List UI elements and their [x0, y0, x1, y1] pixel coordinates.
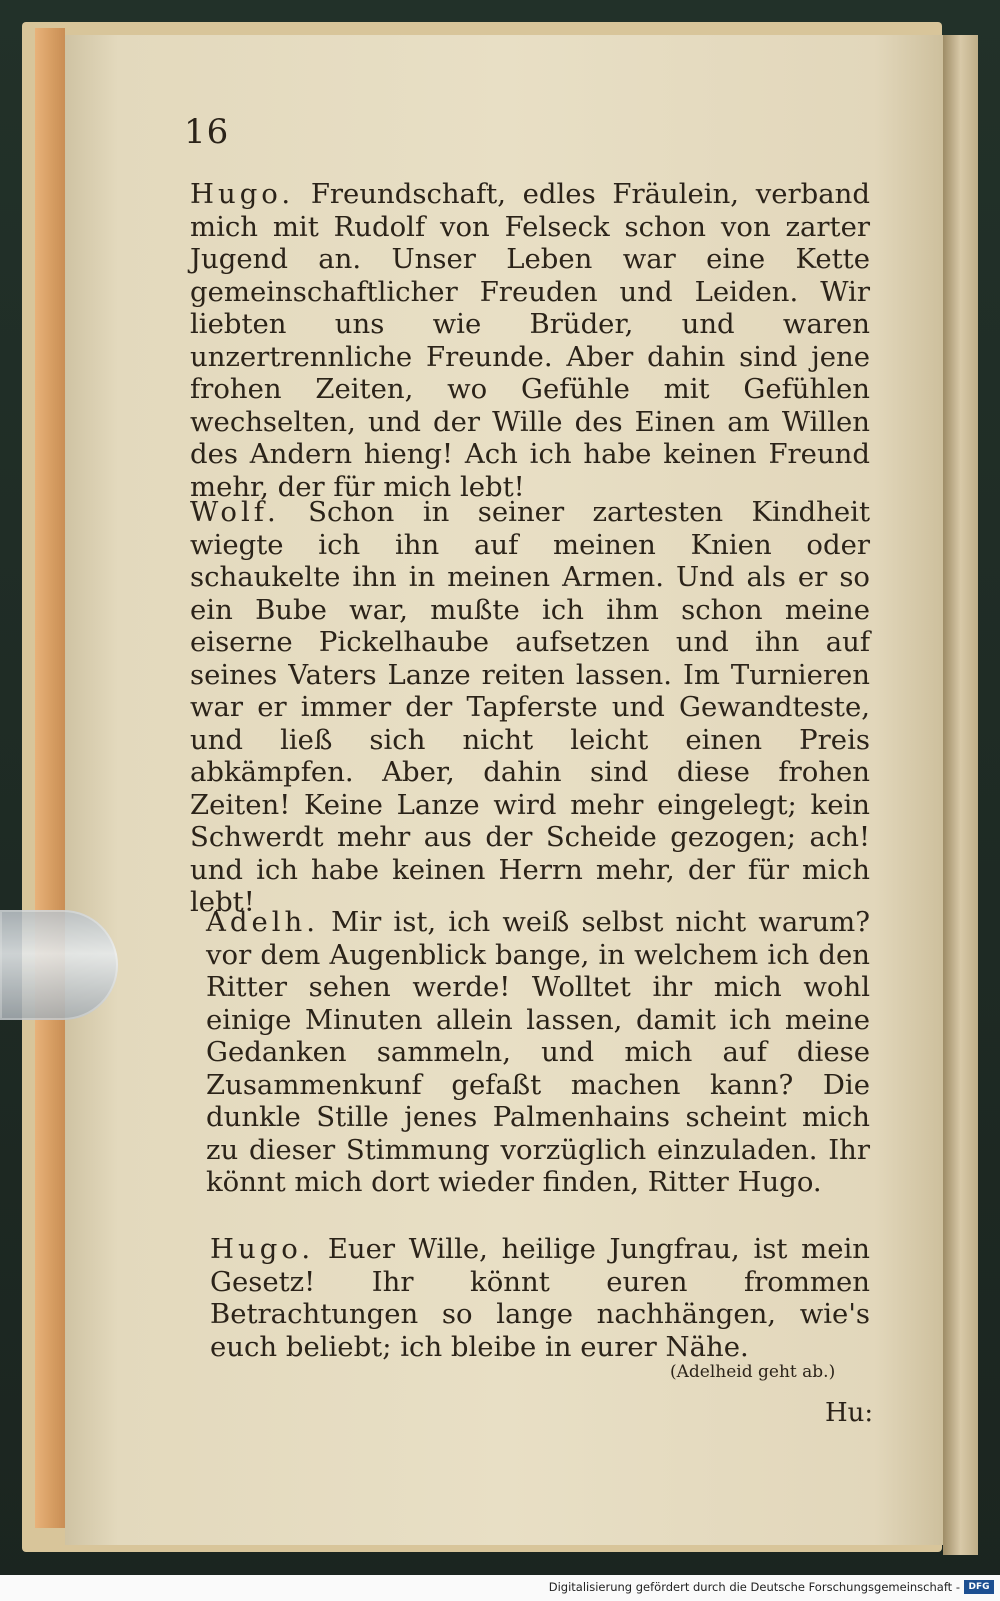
speaker-name: Hugo. — [190, 178, 295, 210]
paragraph-text: Freundschaft, edles Fräulein, verband mich mit Rudolf von Felseck schon von zarter Jugend an. Unser Leben war eine Kette gemeinschaftlicher Freuden und Leiden. Wir liebten uns wie Brüder, und waren unzertrennliche Freunde. Aber dahin sind jene frohen Zeiten, wo Gefühle mit Gefühlen wechselten, und der Wille des Einen am Willen des Andern hieng! Ach ich habe keinen Freund mehr, der für mich lebt! — [190, 178, 870, 503]
paragraph-adelh — [206, 906, 870, 1199]
footer-bar — [0, 1575, 1000, 1601]
dfg-logo: DFG — [964, 1580, 994, 1594]
funding-note: Digitalisierung gefördert durch die Deutsche Forschungsgemeinschaft - — [548, 1580, 960, 1594]
catchword: Hu: — [825, 1398, 874, 1428]
speaker-name: Wolf. — [190, 496, 280, 528]
paragraph-wolf — [190, 496, 870, 919]
page-number: 16 — [184, 112, 230, 152]
page-clip — [0, 910, 118, 1020]
page-edge — [35, 28, 65, 1528]
paragraph-text: Schon in seiner zartesten Kindheit wiegte ich ihn auf meinen Knien oder schaukelte ihn in meinen Armen. Und als er so ein Bube war, mußte ich ihm schon meine eiserne Pickelhaube aufsetzen und ihn auf seines Vaters Lanze reiten lassen. Im Turnieren war er immer der Tapferste und Gewandteste, und ließ sich nicht leicht einen Preis abkämpfen. Aber, dahin sind diese frohen Zeiten! Keine Lanze wird mehr eingelegt; kein Schwerdt mehr aus der Scheide gezogen; ach! und ich habe keinen Herrn mehr, der für mich lebt! — [190, 496, 870, 918]
paragraph-text: Mir ist, ich weiß selbst nicht warum? vor dem Augenblick bange, in welchem ich den Ritter sehen werde! Wolltet ihr mich wohl einige Minuten allein lassen, damit ich meine Gedanken sammeln, und mich auf diese Zusammenkunf gefaßt machen kann? Die dunkle Stille jenes Palmenhains scheint mich zu dieser Stimmung vorzüglich einzuladen. Ihr könnt mich dort wieder finden, Ritter Hugo. — [206, 906, 870, 1198]
paragraph-hugo-2 — [210, 1233, 870, 1363]
speaker-name: Hugo. — [210, 1233, 315, 1265]
paragraph-hugo-1 — [190, 178, 870, 503]
stage-direction: (Adelheid geht ab.) — [670, 1362, 836, 1382]
speaker-name: Adelh. — [206, 906, 319, 938]
paragraph-text: Euer Wille, heilige Jungfrau, ist mein Gesetz! Ihr könnt euren frommen Betrachtungen so lange nachhängen, wie's euch beliebt; ich bleibe in eurer Nähe. — [210, 1233, 870, 1363]
next-page-edge — [943, 35, 978, 1555]
